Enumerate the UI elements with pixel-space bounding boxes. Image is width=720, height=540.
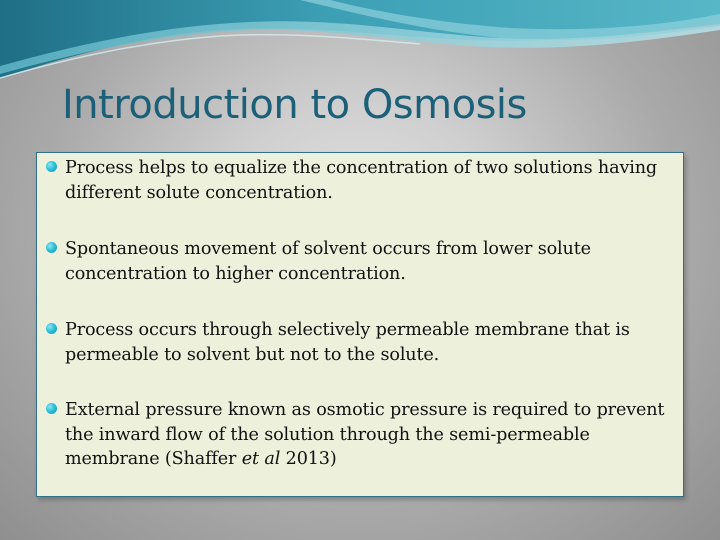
bullet-icon xyxy=(46,323,57,334)
bullet-text: Spontaneous movement of solvent occurs from lower solute concentration to higher concentration. xyxy=(65,239,591,284)
citation-et-al: et al xyxy=(241,449,281,469)
content-box xyxy=(36,152,684,497)
bullet-icon xyxy=(46,161,57,172)
bullet-text-main: External pressure known as osmotic pressure is required to prevent the inward flow of the solution through the semi-permeable membrane (Shaffer xyxy=(65,400,665,469)
bullet-text: Process helps to equalize the concentration of two solutions having different solute concentration. xyxy=(65,158,658,203)
bullet-text: Process occurs through selectively permeable membrane that is permeable to solvent but not to the solute. xyxy=(65,320,630,365)
decorative-wave-banner xyxy=(0,0,720,90)
bullet-icon xyxy=(46,242,57,253)
slide-title: Introduction to Osmosis xyxy=(62,82,527,128)
bullet-text xyxy=(65,398,681,472)
bullet-icon xyxy=(46,403,57,414)
citation-year: 2013) xyxy=(280,449,337,469)
